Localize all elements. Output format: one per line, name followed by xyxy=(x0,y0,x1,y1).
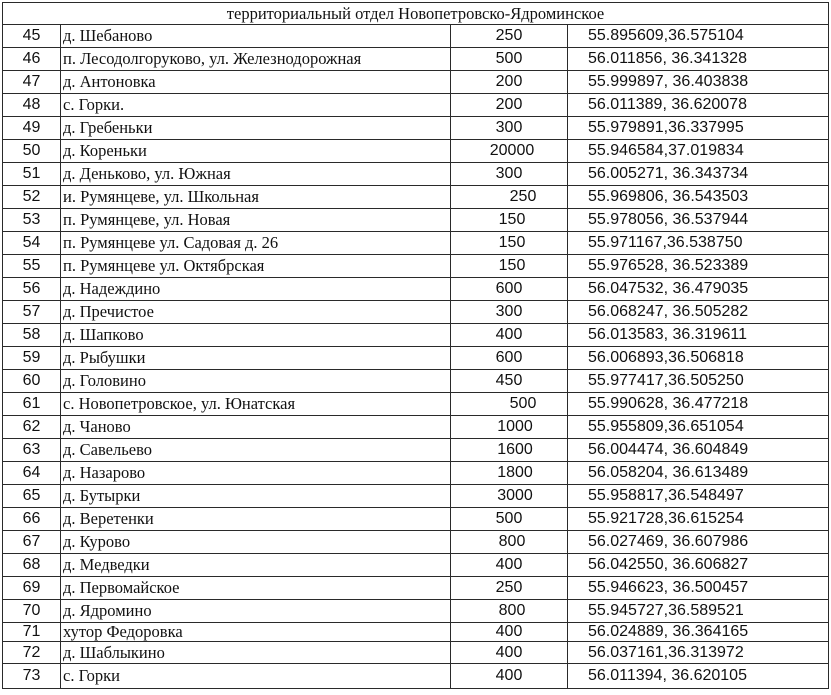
table-row xyxy=(3,393,829,416)
table-row xyxy=(3,485,829,508)
table-row xyxy=(3,531,829,554)
coordinates-value: 56.011389, 36.620078 xyxy=(568,94,829,117)
coordinates-value: 55.969806, 36.543503 xyxy=(568,186,829,209)
coordinates-value: 55.958817,36.548497 xyxy=(568,485,829,508)
table-row xyxy=(3,255,829,278)
coordinates-value: 55.971167,36.538750 xyxy=(568,232,829,255)
row-number: 63 xyxy=(3,439,61,462)
population-value: 150 xyxy=(451,255,568,278)
settlement-name: д. Чаново xyxy=(61,416,451,439)
population-value: 3000 xyxy=(451,485,568,508)
coordinates-value: 56.068247, 36.505282 xyxy=(568,301,829,324)
settlement-name: д. Курово xyxy=(61,531,451,554)
population-value: 400 xyxy=(451,554,568,577)
population-value: 800 xyxy=(451,600,568,623)
settlement-name: д. Гребеньки xyxy=(61,117,451,140)
coordinates-value: 56.042550, 36.606827 xyxy=(568,554,829,577)
coordinates-value: 55.999897, 36.403838 xyxy=(568,71,829,94)
row-number: 51 xyxy=(3,163,61,186)
table-row xyxy=(3,642,829,664)
coordinates-value: 56.011394, 36.620105 xyxy=(568,664,829,689)
table-row xyxy=(3,600,829,623)
population-value: 200 xyxy=(451,94,568,117)
table-row xyxy=(3,664,829,689)
row-number: 52 xyxy=(3,186,61,209)
coordinates-value: 55.990628, 36.477218 xyxy=(568,393,829,416)
settlement-name: д. Бутырки xyxy=(61,485,451,508)
table-row xyxy=(3,623,829,642)
population-value: 250 xyxy=(451,186,568,209)
settlement-name: д. Надеждино xyxy=(61,278,451,301)
population-value: 150 xyxy=(451,232,568,255)
row-number: 60 xyxy=(3,370,61,393)
coordinates-value: 55.895609,36.575104 xyxy=(568,25,829,48)
table-row xyxy=(3,232,829,255)
settlement-name: д. Пречистое xyxy=(61,301,451,324)
coordinates-value: 55.976528, 36.523389 xyxy=(568,255,829,278)
population-value: 150 xyxy=(451,209,568,232)
settlements-table-sheet xyxy=(2,2,828,689)
table-row xyxy=(3,94,829,117)
coordinates-value: 56.024889, 36.364165 xyxy=(568,623,829,642)
table-row xyxy=(3,278,829,301)
settlement-name: д. Савельево xyxy=(61,439,451,462)
section-header-row xyxy=(3,3,829,25)
settlement-name: д. Рыбушки xyxy=(61,347,451,370)
coordinates-value: 55.921728,36.615254 xyxy=(568,508,829,531)
row-number: 57 xyxy=(3,301,61,324)
row-number: 48 xyxy=(3,94,61,117)
table-row xyxy=(3,71,829,94)
row-number: 71 xyxy=(3,623,61,642)
population-value: 400 xyxy=(451,324,568,347)
population-value: 800 xyxy=(451,531,568,554)
coordinates-value: 56.027469, 36.607986 xyxy=(568,531,829,554)
coordinates-value: 55.978056, 36.537944 xyxy=(568,209,829,232)
population-value: 20000 xyxy=(451,140,568,163)
coordinates-value: 55.946623, 36.500457 xyxy=(568,577,829,600)
settlement-name: п. Румянцеве, ул. Новая xyxy=(61,209,451,232)
row-number: 47 xyxy=(3,71,61,94)
coordinates-value: 56.011856, 36.341328 xyxy=(568,48,829,71)
table-row xyxy=(3,439,829,462)
population-value: 300 xyxy=(451,117,568,140)
coordinates-value: 56.005271, 36.343734 xyxy=(568,163,829,186)
table-row xyxy=(3,347,829,370)
table-row xyxy=(3,140,829,163)
row-number: 45 xyxy=(3,25,61,48)
table-row xyxy=(3,48,829,71)
coordinates-value: 55.945727,36.589521 xyxy=(568,600,829,623)
settlement-name: д. Медведки xyxy=(61,554,451,577)
population-value: 600 xyxy=(451,347,568,370)
settlement-name: п. Румянцеве ул. Октябрская xyxy=(61,255,451,278)
coordinates-value: 55.977417,36.505250 xyxy=(568,370,829,393)
row-number: 70 xyxy=(3,600,61,623)
row-number: 50 xyxy=(3,140,61,163)
settlement-name: д. Шаблыкино xyxy=(61,642,451,664)
row-number: 56 xyxy=(3,278,61,301)
table-row xyxy=(3,117,829,140)
population-value: 500 xyxy=(451,48,568,71)
population-value: 400 xyxy=(451,664,568,689)
population-value: 1600 xyxy=(451,439,568,462)
table-row xyxy=(3,370,829,393)
row-number: 62 xyxy=(3,416,61,439)
coordinates-value: 55.979891,36.337995 xyxy=(568,117,829,140)
settlement-name: и. Румянцеве, ул. Школьная xyxy=(61,186,451,209)
table-row xyxy=(3,186,829,209)
coordinates-value: 56.013583, 36.319611 xyxy=(568,324,829,347)
coordinates-value: 55.946584,37.019834 xyxy=(568,140,829,163)
row-number: 72 xyxy=(3,642,61,664)
settlement-name: д. Первомайское xyxy=(61,577,451,600)
row-number: 59 xyxy=(3,347,61,370)
coordinates-value: 56.004474, 36.604849 xyxy=(568,439,829,462)
coordinates-value: 56.058204, 36.613489 xyxy=(568,462,829,485)
population-value: 450 xyxy=(451,370,568,393)
table-row xyxy=(3,577,829,600)
settlement-name: д. Антоновка xyxy=(61,71,451,94)
settlement-name: д. Шапково xyxy=(61,324,451,347)
row-number: 53 xyxy=(3,209,61,232)
row-number: 64 xyxy=(3,462,61,485)
table-row xyxy=(3,324,829,347)
population-value: 300 xyxy=(451,163,568,186)
population-value: 400 xyxy=(451,623,568,642)
coordinates-value: 55.955809,36.651054 xyxy=(568,416,829,439)
row-number: 46 xyxy=(3,48,61,71)
population-value: 300 xyxy=(451,301,568,324)
population-value: 250 xyxy=(451,577,568,600)
settlement-name: д. Кореньки xyxy=(61,140,451,163)
population-value: 500 xyxy=(451,393,568,416)
table-row xyxy=(3,25,829,48)
settlement-name: хутор Федоровка xyxy=(61,623,451,642)
settlements-table xyxy=(2,2,829,689)
population-value: 200 xyxy=(451,71,568,94)
population-value: 250 xyxy=(451,25,568,48)
settlement-name: д. Шебаново xyxy=(61,25,451,48)
row-number: 67 xyxy=(3,531,61,554)
table-row xyxy=(3,554,829,577)
row-number: 66 xyxy=(3,508,61,531)
row-number: 49 xyxy=(3,117,61,140)
settlement-name: с. Новопетровское, ул. Юнатская xyxy=(61,393,451,416)
row-number: 58 xyxy=(3,324,61,347)
population-value: 600 xyxy=(451,278,568,301)
settlement-name: п. Лесодолгоруково, ул. Железнодорожная xyxy=(61,48,451,71)
settlement-name: с. Горки. xyxy=(61,94,451,117)
settlement-name: с. Горки xyxy=(61,664,451,689)
row-number: 69 xyxy=(3,577,61,600)
row-number: 55 xyxy=(3,255,61,278)
table-row xyxy=(3,462,829,485)
settlement-name: п. Румянцеве ул. Садовая д. 26 xyxy=(61,232,451,255)
settlement-name: д. Ядромино xyxy=(61,600,451,623)
coordinates-value: 56.006893,36.506818 xyxy=(568,347,829,370)
table-row xyxy=(3,508,829,531)
population-value: 500 xyxy=(451,508,568,531)
settlement-name: д. Веретенки xyxy=(61,508,451,531)
table-row xyxy=(3,163,829,186)
section-title: территориальный отдел Новопетровско-Ядроминское xyxy=(3,3,829,25)
row-number: 61 xyxy=(3,393,61,416)
coordinates-value: 56.037161,36.313972 xyxy=(568,642,829,664)
table-row xyxy=(3,416,829,439)
population-value: 1000 xyxy=(451,416,568,439)
settlement-name: д. Деньково, ул. Южная xyxy=(61,163,451,186)
population-value: 400 xyxy=(451,642,568,664)
settlement-name: д. Назарово xyxy=(61,462,451,485)
row-number: 68 xyxy=(3,554,61,577)
population-value: 1800 xyxy=(451,462,568,485)
settlement-name: д. Головино xyxy=(61,370,451,393)
row-number: 65 xyxy=(3,485,61,508)
row-number: 73 xyxy=(3,664,61,689)
table-row xyxy=(3,301,829,324)
table-row xyxy=(3,209,829,232)
row-number: 54 xyxy=(3,232,61,255)
coordinates-value: 56.047532, 36.479035 xyxy=(568,278,829,301)
